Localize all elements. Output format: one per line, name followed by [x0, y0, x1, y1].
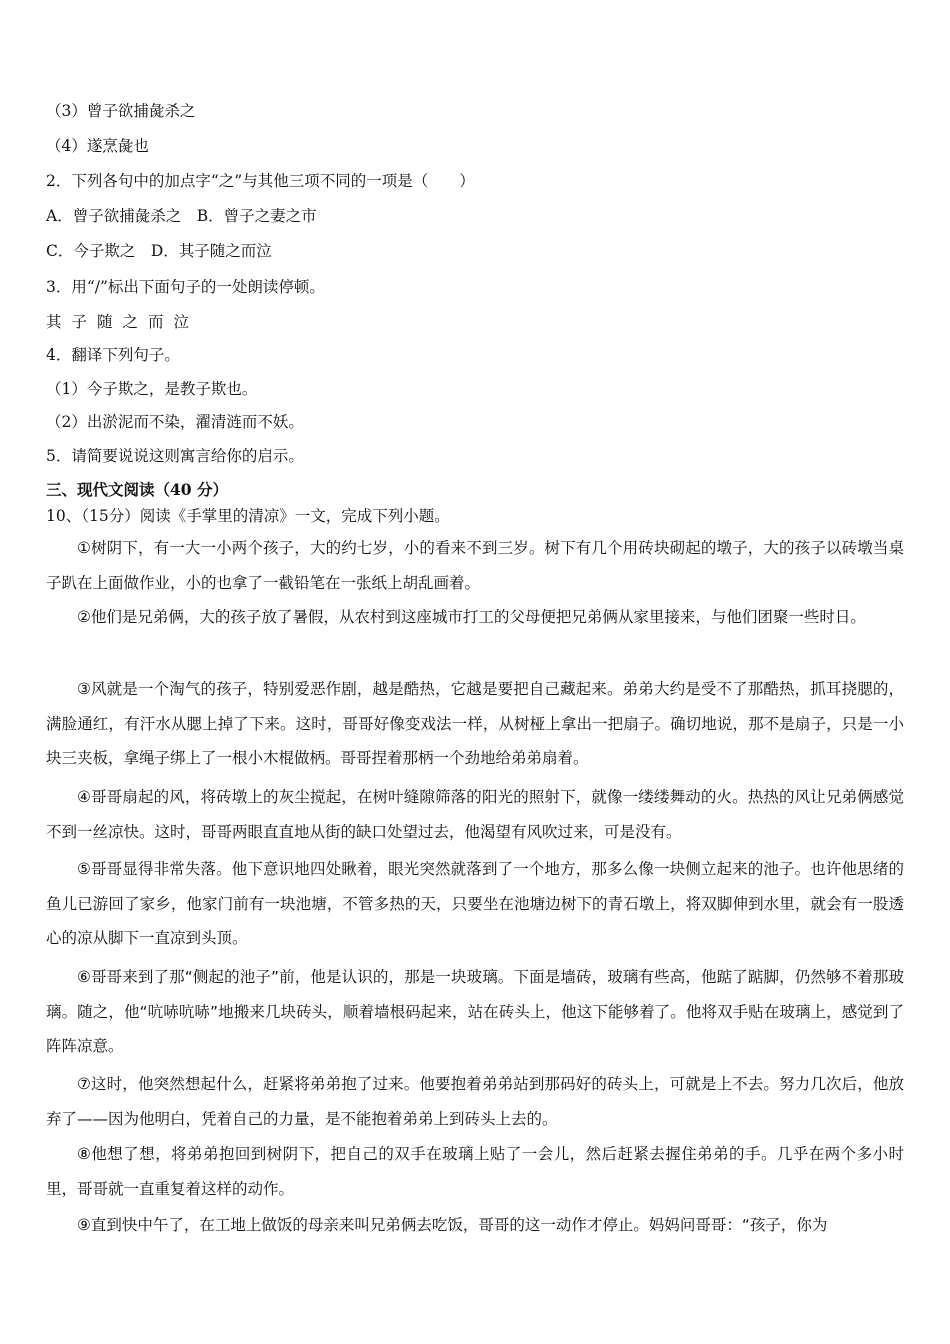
section-intro: 10、（15分）阅读《手掌里的清凉》一文，完成下列小题。: [46, 507, 450, 525]
section-heading: 三、现代文阅读（40 分）: [46, 480, 228, 499]
q3-sentence: 其子随之而泣: [46, 313, 200, 331]
passage-paragraph-6: ⑥哥哥来到了那“侧起的池子”前，他是认识的，那是一块玻璃。下面是墙砖，玻璃有些高，他踮了踮脚，仍然够不着那玻璃。随之，他“吭哧吭哧”地搬来几块砖头，顺着墙根码起来，站在砖头上，他这下能够着了。他将双手贴在玻璃上，感觉到了阵阵凉意。: [46, 968, 904, 1056]
question-4: 4．翻译下列句子。: [46, 346, 180, 364]
q2-options-cd: C．今子欺之 D．其子随之而泣: [46, 242, 272, 260]
passage-paragraph-5: ⑤哥哥显得非常失落。他下意识地四处瞅着，眼光突然就落到了一个地方，那多么像一块侧立起来的池子。也许他思绪的鱼儿已游回了家乡，他家门前有一块池塘，不管多热的天，只要坐在池塘边树下的青石墩上，将双脚伸到水里，就会有一股透心的凉从脚下一直凉到头顶。: [46, 860, 904, 948]
q4-item-1: （1）今子欺之，是教子欺也。: [46, 380, 258, 398]
passage-paragraph-4: ④哥哥扇起的风，将砖墩上的灰尘搅起，在树叶缝隙筛落的阳光的照射下，就像一缕缕舞动的火。热热的风让兄弟俩感觉不到一丝凉快。这时，哥哥两眼直直地从街的缺口处望过去，他渴望有风吹过来，可是没有。: [46, 788, 904, 841]
passage-paragraph-7: ⑦这时，他突然想起什么，赶紧将弟弟抱了过来。他要抱着弟弟站到那码好的砖头上，可就是上不去。努力几次后，他放弃了——因为他明白，凭着自己的力量，是不能抱着弟弟上到砖头上去的。: [46, 1075, 904, 1128]
question-5: 5．请简要说说这则寓言给你的启示。: [46, 447, 304, 465]
passage-paragraph-2: ②他们是兄弟俩，大的孩子放了暑假，从农村到这座城市打工的父母便把兄弟俩从家里接来，与他们团聚一些时日。: [77, 608, 866, 626]
question-2: 2．下列各句中的加点字“之”与其他三项不同的一项是（ ）: [46, 172, 475, 190]
q4-item-2: （2）出淤泥而不染，濯清涟而不妖。: [46, 413, 304, 431]
passage-paragraph-9: ⑨直到快中午了，在工地上做饭的母亲来叫兄弟俩去吃饭，哥哥的这一动作才停止。妈妈问哥哥：“孩子，你为: [77, 1216, 828, 1234]
q2-options-ab: A．曾子欲捕彘杀之 B．曾子之妻之市: [46, 207, 317, 225]
passage-paragraph-3: ③风就是一个淘气的孩子，特别爱恶作剧，越是酷热，它越是要把自己藏起来。弟弟大约是受不了那酷热，抓耳挠腮的，满脸通红，有汗水从腮上掉了下来。这时，哥哥好像变戏法一样，从树桠上拿出一把扇子。确切地说，那不是扇子，只是一小块三夹板，拿绳子绑上了一根小木棍做柄。哥哥捏着那柄一个劲地给弟弟扇着。: [46, 680, 904, 768]
q1-item-3: （3）曾子欲捕彘杀之: [46, 102, 196, 120]
question-3: 3．用“/”标出下面句子的一处朗读停顿。: [46, 278, 325, 296]
q1-item-4: （4）遂烹彘也: [46, 137, 149, 155]
passage-paragraph-1: ①树阴下，有一大一小两个孩子，大的约七岁，小的看来不到三岁。树下有几个用砖块砌起的墩子，大的孩子以砖墩当桌子趴在上面做作业，小的也拿了一截铅笔在一张纸上胡乱画着。: [46, 539, 904, 592]
passage-paragraph-8: ⑧他想了想，将弟弟抱回到树阴下，把自己的双手在玻璃上贴了一会儿，然后赶紧去握住弟弟的手。几乎在两个多小时里，哥哥就一直重复着这样的动作。: [46, 1145, 904, 1198]
